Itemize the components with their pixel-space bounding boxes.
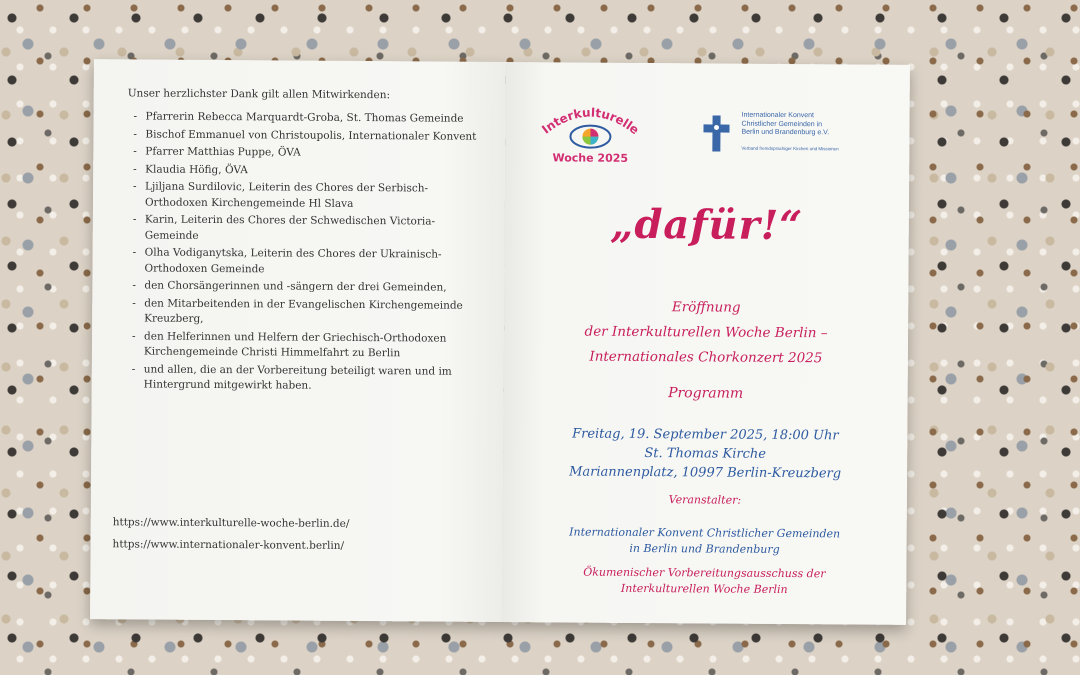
- list-item: - Karin, Leiterin des Chores der Schwedischen Victoria-Gemeinde: [132, 213, 436, 242]
- url-interkulturelle-woche: https://www.interkulturelle-woche-berlin.de/: [112, 516, 350, 530]
- svg-text:Woche 2025: Woche 2025: [552, 151, 629, 165]
- list-item: - und allen, die an der Vorbereitung beteiligt waren und im Hintergrund mitgewirkt haben.: [131, 362, 452, 392]
- list-item: - Klaudia Höfig, ÖVA: [133, 162, 248, 176]
- flyer: [90, 59, 910, 625]
- list-item: - Pfarrerin Rebecca Marquardt-Groba, St. Thomas Gemeinde: [133, 110, 464, 125]
- program-cover: [502, 62, 910, 625]
- list-item: - den Chorsängerinnen und -sängern der drei Gemeinden,: [132, 279, 447, 294]
- puzzle-cross-icon: [695, 113, 737, 153]
- list-item: - Olha Vodiganytska, Leiterin des Chores der Ukrainisch-Orthodoxen Gemeinde: [132, 246, 442, 275]
- konvent-logo: Internationaler Konvent Christlicher Gemeinden in Berlin und Brandenburg e.V. Verband fremdsprachiger Kirchen und Missionen: [695, 111, 865, 156]
- list-item: - den Mitarbeitenden in der Evangelischen Kirchengemeinde Kreuzberg,: [132, 296, 463, 325]
- svg-text:Interkulturelle: Interkulturelle: [539, 105, 642, 138]
- list-item: - Bischof Emmanuel von Christoupolis, Internationaler Konvent: [133, 127, 477, 143]
- program-heading: Programm: [668, 385, 744, 402]
- event-subtitle: Eröffnung der Interkulturellen Woche Berlin – Internationales Chorkonzert 2025: [584, 299, 828, 367]
- url-list: [113, 511, 350, 557]
- host-ausschuss: Ökumenischer Vorbereitungsausschuss der Interkulturellen Woche Berlin: [583, 565, 826, 597]
- host-konvent: Internationaler Konvent Christlicher Gemeinden in Berlin und Brandenburg: [569, 525, 841, 556]
- list-item: - den Helferinnen und Helfern der Griechisch-Orthodoxen Kirchengemeinde Christi Himmelfahrt zu Berlin: [131, 329, 447, 360]
- event-address: Mariannenplatz, 10997 Berlin-Kreuzberg: [569, 464, 842, 482]
- headline-dafuer: „dafür!“: [610, 200, 804, 250]
- event-venue: St. Thomas Kirche: [644, 446, 767, 462]
- host-label: Veranstalter:: [668, 493, 742, 507]
- credit-list: [126, 109, 480, 395]
- interkulturelle-woche-logo: [535, 102, 645, 167]
- thanks-panel: [90, 59, 506, 622]
- event-details: [503, 424, 907, 484]
- event-date: Freitag, 19. September 2025, 18:00 Uhr: [572, 426, 839, 444]
- thanks-title: Unser herzlichster Dank gilt allen Mitwirkenden:: [127, 87, 391, 102]
- list-item: - Pfarrer Matthias Puppe, ÖVA: [133, 145, 301, 159]
- url-internationaler-konvent: https://www.internationaler-konvent.berlin/: [112, 538, 345, 552]
- list-item: - Ljiljana Surdilovic, Leiterin des Chores der Serbisch-Orthodoxen Kirchengemeinde Hl Slava: [133, 180, 429, 210]
